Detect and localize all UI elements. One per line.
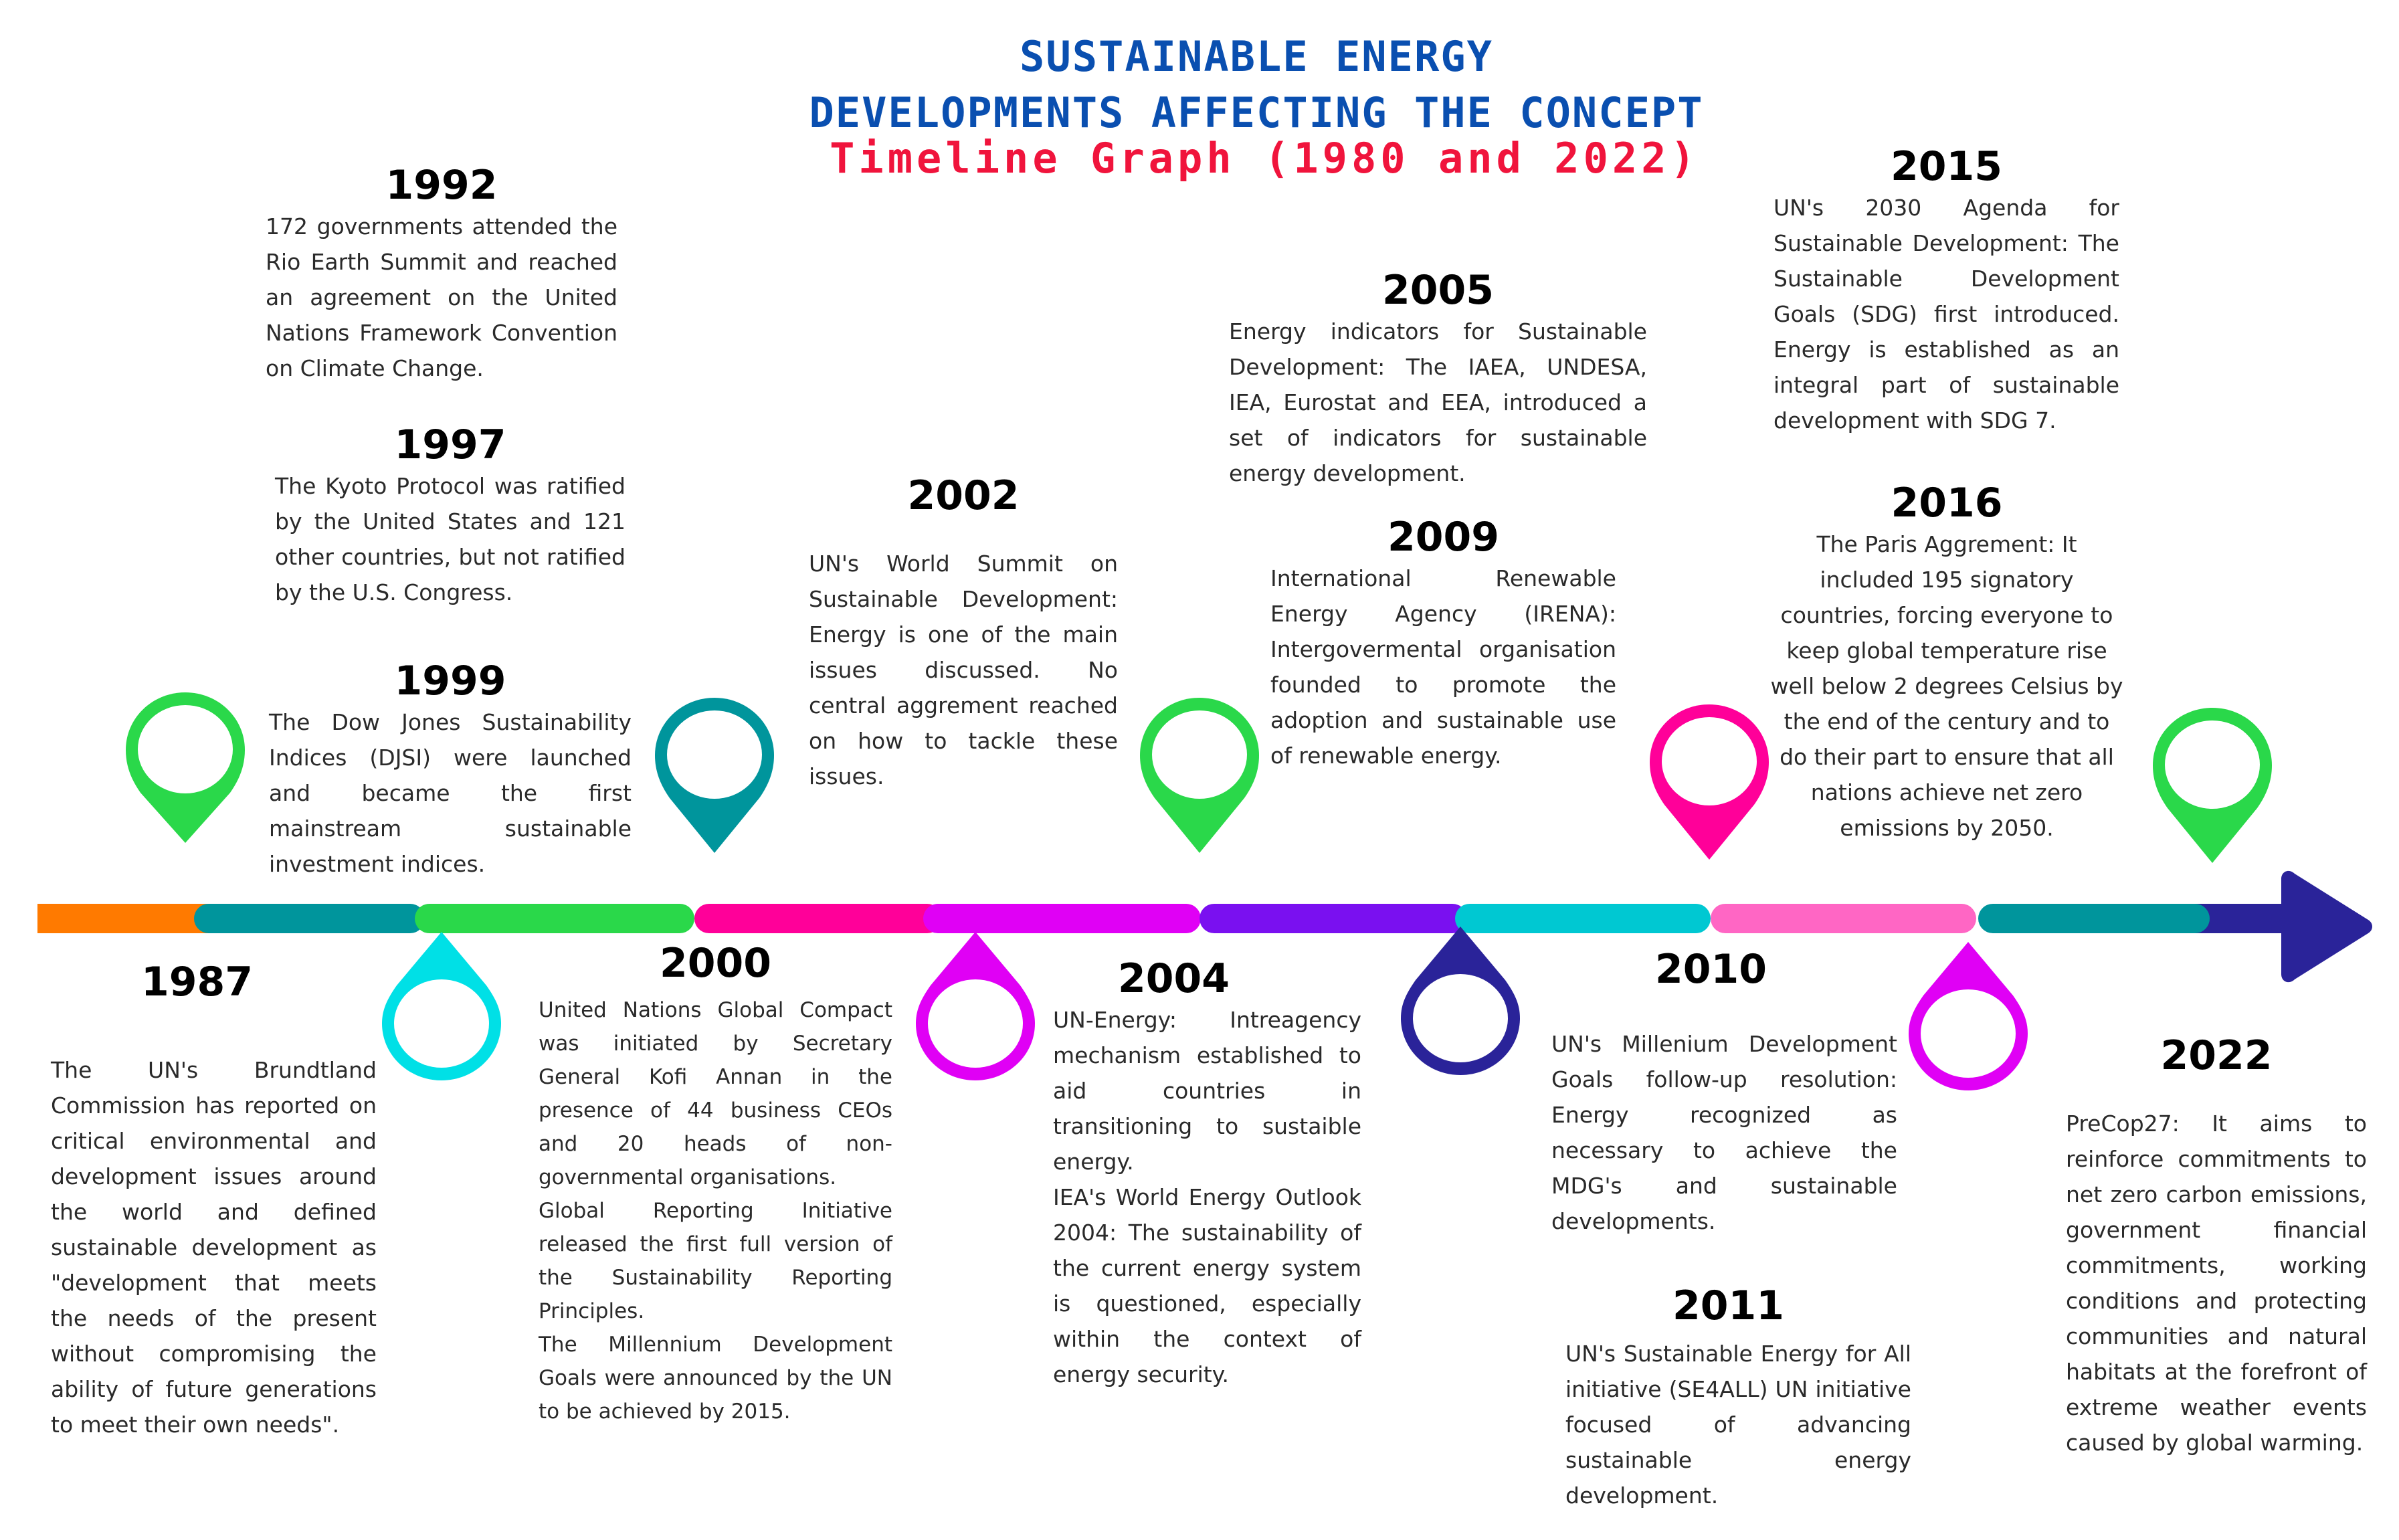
event-2002: [809, 472, 1118, 794]
event-year: 1992: [385, 162, 498, 209]
event-year: 1987: [141, 959, 253, 1005]
timeline-segment-green: [415, 904, 694, 933]
event-description: The Dow Jones Sustainability Indices (DJSI) were launched and became the first mainstream sustainable investment indices.: [269, 709, 632, 877]
event-1999: [269, 658, 632, 882]
event-2009: [1270, 514, 1616, 773]
event-description-2: Global Reporting Initiative released the first full version of the Sustainability Reporting Principles.: [539, 1199, 892, 1323]
event-description: The Paris Aggrement: It included 195 signatory countries, forcing everyone to keep global temperature rise well below 2 degrees Celsius by the end of the century and to do their part to ensure that all nations achieve net zero emissions by 2050.: [1770, 531, 2123, 841]
event-description: UN's 2030 Agenda for Sustainable Development: The Sustainable Development Goals (SDG) first introduced. Energy is established as an integral part of sustainable development with SDG 7.: [1773, 195, 2119, 434]
map-pin-icon: [126, 692, 245, 843]
map-pin-icon: [1140, 698, 1259, 853]
event-1987: [51, 959, 377, 1442]
timeline-segment-teal: [194, 904, 425, 933]
arrow-head-icon: [2275, 870, 2375, 983]
map-pin-icon: [1650, 704, 1769, 860]
event-1992: [266, 162, 617, 386]
map-pin-inverted-icon: [1401, 927, 1520, 1075]
event-year: 2000: [660, 940, 771, 987]
event-description: The UN's Brundtland Commission has reported on critical environmental and development issues around the world and defined sustainable development as "development that meets the needs of the present without compromising the ability of future generations to meet their own needs".: [51, 1057, 377, 1438]
title-line-2: DEVELOPMENTS AFFECTING THE CONCEPT: [809, 88, 1704, 137]
map-pin-inverted-icon: [1909, 942, 2028, 1090]
event-description: UN's Millenium Development Goals follow-up resolution: Energy recognized as necessary to achieve the MDG's and sustainable developments.: [1551, 1031, 1897, 1234]
timeline-segment-magenta: [923, 904, 1201, 933]
event-2004: [1053, 955, 1361, 1392]
map-pin-icon: [2153, 708, 2272, 863]
timeline-segment-light-pink: [1711, 904, 1976, 933]
event-description: International Renewable Energy Agency (IRENA): Intergovermental organisation founded to promote the adoption and sustainable use of renewable energy.: [1270, 565, 1616, 769]
timeline-segment-pink: [694, 904, 942, 933]
event-description: UN's Sustainable Energy for All initiative (SE4ALL) UN initiative focused of advancing sustainable energy development.: [1565, 1341, 1911, 1509]
event-year: 1997: [394, 421, 506, 468]
event-description-1: UN-Energy: Intreagency mechanism established to aid countries in transitioning to sustaible energy.: [1053, 1007, 1361, 1175]
event-2015: [1773, 143, 2119, 438]
map-pin-icon: [655, 698, 774, 853]
event-2005: [1229, 267, 1647, 491]
event-1997: [275, 421, 626, 610]
event-2016: [1769, 480, 2124, 846]
event-year: 2009: [1387, 514, 1499, 561]
event-description: PreCop27: It aims to reinforce commitments to net zero carbon emissions, government financial commitments, working conditions and protecting communities and natural habitats at the forefront of extreme weather events caused by global warming.: [2066, 1111, 2367, 1456]
subtitle: Timeline Graph (1980 and 2022): [830, 134, 1699, 183]
event-2000: [539, 940, 892, 1428]
event-description-2: IEA's World Energy Outlook 2004: The sustainability of the current energy system is questioned, especially within the context of energy security.: [1053, 1184, 1361, 1387]
event-year: 2022: [2160, 1032, 2273, 1079]
event-2010: [1551, 946, 1897, 1239]
timeline-bar: [0, 904, 2399, 933]
event-description: Energy indicators for Sustainable Development: The IAEA, UNDESA, IEA, Eurostat and EEA, introduced a set of indicators for sustainable energy development.: [1229, 318, 1647, 486]
map-pin-inverted-icon: [382, 932, 501, 1080]
event-year: 2002: [907, 472, 1020, 519]
event-description: UN's World Summit on Sustainable Development: Energy is one of the main issues discussed. No central aggrement reached on how to tackle these issues.: [809, 551, 1118, 789]
event-year: 2004: [1118, 955, 1230, 1002]
timeline-segment-orange: [37, 904, 211, 933]
event-description-1: United Nations Global Compact was initiated by Secretary General Kofi Annan in the presence of 44 business CEOs and 20 heads of non-governmental organisations.: [539, 998, 892, 1189]
event-description: 172 governments attended the Rio Earth Summit and reached an agreement on the United Nations Framework Convention on Climate Change.: [266, 213, 617, 381]
map-pin-inverted-icon: [916, 932, 1035, 1080]
title-line-1: SUSTAINABLE ENERGY: [1020, 32, 1493, 81]
event-year: 2010: [1655, 946, 1767, 993]
timeline-segment-teal-end: [1978, 904, 2210, 933]
event-year: 2005: [1382, 267, 1494, 314]
event-year: 2011: [1672, 1282, 1784, 1329]
event-year: 1999: [394, 658, 506, 704]
event-description: The Kyoto Protocol was ratified by the United States and 121 other countries, but not ratified by the U.S. Congress.: [275, 473, 626, 605]
event-2022: [2066, 1032, 2367, 1460]
event-description-3: The Millennium Development Goals were announced by the UN to be achieved by 2015.: [539, 1333, 892, 1424]
event-year: 2015: [1891, 143, 2002, 190]
event-2011: [1565, 1282, 1911, 1513]
event-year: 2016: [1891, 480, 2003, 526]
